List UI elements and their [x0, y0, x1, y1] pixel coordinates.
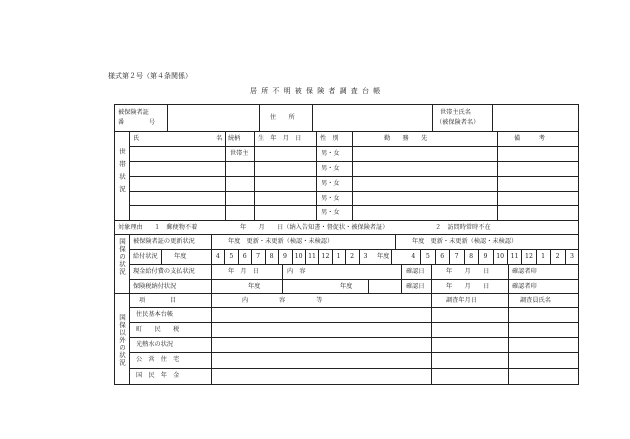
- tax-payment-label: 保険税納付状況: [133, 283, 177, 290]
- benefit-month-cell: 8: [269, 253, 274, 260]
- reason-option-2: ２ 訪問時常時不在: [435, 224, 491, 231]
- householder-name-label: 世帯主氏名: [440, 109, 471, 116]
- benefit-month-cell: 12: [321, 253, 330, 260]
- cash-benefit-label: 現金給付費の支払状況: [133, 268, 195, 275]
- form-number: 様式第２号（第４条関係）: [108, 72, 192, 80]
- benefit-month-cell: 6: [242, 253, 247, 260]
- benefit-month-cell: 2: [350, 253, 354, 260]
- benefit-month-cell: 10: [496, 253, 505, 260]
- other-section-label: 国保以外の状況: [118, 314, 126, 367]
- confirmer-seal: 確認者印: [512, 283, 537, 290]
- card-renewal-value-1: 年度 更新・未更新（検認・未検認）: [228, 238, 334, 245]
- benefit-month-cell: 9: [483, 253, 488, 260]
- item-town-tax: 町 民 税: [136, 326, 180, 333]
- col-surveyor: 調査員氏名: [520, 297, 551, 304]
- nhi-section-label: 国保の状況: [118, 238, 126, 276]
- reason-option-1: １ 郵便物不着: [154, 224, 198, 231]
- cash-benefit-date: 年 月 日: [228, 268, 259, 275]
- cash-benefit-content-label: 内 容: [287, 268, 306, 275]
- benefit-month-cell: 1: [336, 253, 341, 260]
- benefit-month-cell: 12: [525, 253, 533, 260]
- benefit-month-cell: 11: [510, 253, 519, 260]
- benefit-month-cell: 2: [555, 253, 560, 260]
- col-content: 内 容 等: [242, 297, 323, 304]
- confirm-date-label: 確認日: [406, 268, 425, 275]
- item-national-pension: 国 民 年 金: [136, 372, 180, 379]
- benefit-month-cell: 7: [256, 253, 261, 260]
- relation-householder: 世帯主: [230, 150, 249, 157]
- confirm-date-label: 確認日: [406, 283, 425, 290]
- benefit-month-cell: 11: [308, 253, 316, 260]
- col-remarks: 備 考: [514, 135, 545, 142]
- confirm-date: 年 月 日: [446, 283, 490, 290]
- tax-year-1: 年度: [248, 283, 261, 290]
- benefit-month-cell: 7: [454, 253, 459, 260]
- confirmer-seal: 確認者印: [512, 268, 537, 275]
- item-resident-register: 住民基本台帳: [136, 311, 174, 318]
- benefit-month-cell: 4: [215, 253, 220, 260]
- insured-number-label: 被保険者証: [118, 109, 149, 116]
- benefit-month-cell: 6: [440, 253, 445, 260]
- benefit-month-cell: 3: [569, 253, 574, 260]
- col-survey-date: 調査年月日: [446, 297, 477, 304]
- sex-choice: 男・女: [321, 209, 340, 216]
- sex-choice: 男・女: [321, 195, 340, 202]
- tax-year-2: 年度: [340, 283, 353, 290]
- benefit-month-cell: 5: [229, 253, 234, 260]
- benefit-month-cell: 8: [469, 253, 473, 260]
- benefit-month-cell: 1: [541, 253, 546, 260]
- card-renewal-label: 被保険者証の更新状況: [133, 238, 195, 245]
- benefit-year-label-2: 年度: [377, 253, 390, 260]
- item-utilities: 光熱水の状況: [136, 341, 174, 348]
- col-relation: 続柄: [228, 135, 241, 142]
- item-public-housing: 公 営 住 宅: [136, 356, 180, 363]
- benefit-month-cell: 3: [363, 253, 368, 260]
- benefit-month-cell: 9: [282, 253, 287, 260]
- col-item: 項 目: [139, 297, 177, 304]
- confirm-date: 年 月 日: [446, 268, 490, 275]
- reason-label: 対象理由: [118, 224, 143, 231]
- reason-option-1-date: 年 月 日（納入告知書・督促状・被保険者証）: [240, 224, 389, 231]
- sex-choice: 男・女: [321, 165, 340, 172]
- benefit-month-cell: 4: [411, 253, 416, 260]
- survey-ledger-table: [114, 104, 579, 385]
- benefit-status-label: 給付状況: [133, 253, 158, 260]
- document-title: 居所不明被保険者調査台帳: [250, 87, 385, 95]
- benefit-month-cell: 10: [294, 253, 303, 260]
- benefit-year-label: 年度: [174, 253, 187, 260]
- householder-name-sublabel: （被保険者名）: [436, 119, 480, 126]
- insured-number-label-2: 番 号: [118, 119, 156, 126]
- household-section-label: 世帯状況: [118, 148, 126, 198]
- address-label: 住 所: [270, 114, 295, 121]
- sex-choice: 男・女: [321, 150, 340, 157]
- card-renewal-value-2: 年度 更新・未更新（検認・未検認）: [412, 238, 518, 245]
- col-sex: 性 別: [320, 135, 339, 142]
- col-workplace: 勤 務 先: [384, 135, 428, 142]
- sex-choice: 男・女: [321, 180, 340, 187]
- col-name: 氏: [133, 135, 140, 142]
- col-name-2: 名: [216, 135, 223, 142]
- benefit-month-cell: 5: [425, 253, 430, 260]
- col-birthdate: 生 年 月 日: [258, 135, 302, 142]
